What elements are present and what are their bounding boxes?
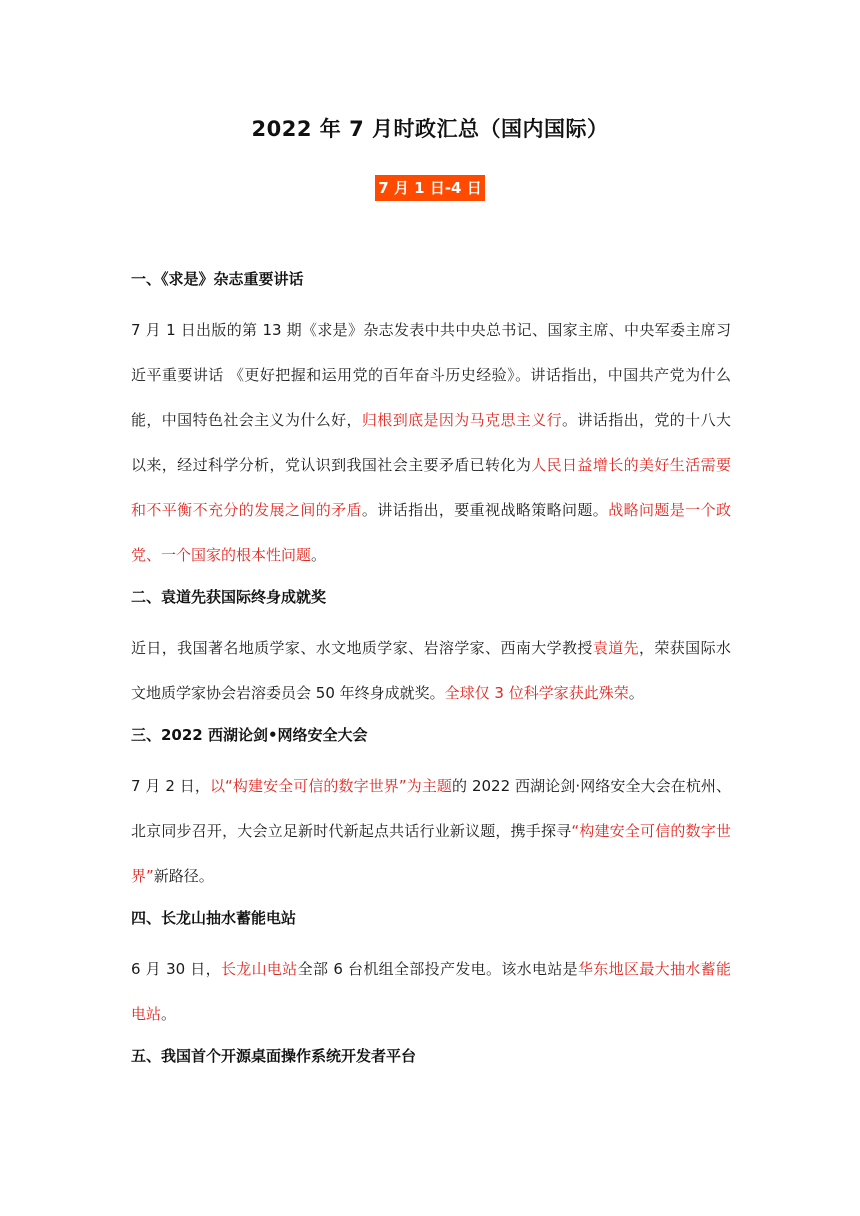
body-text: 7 月 1 日出版的第 13 期《求是》杂志发表中共中央总书记、国家主席、中央军委主席习近平重要讲话 《更好把握和运用党的百年奋斗历史经验》。讲话指出，中国共产党为什么能，中国特色社会主义为什么好， (131, 321, 731, 429)
document-content (131, 264, 731, 1085)
highlighted-text: 人民日益增长的美好生活需要和不平衡不充分的发展之间的矛盾 (131, 456, 731, 519)
section-heading: 四、长龙山抽水蓄能电站 (131, 909, 297, 927)
body-text: 。 (628, 684, 644, 702)
date-badge-container (0, 175, 860, 201)
highlighted-text: 战略问题是一个政党、一个国家的根本性问题 (131, 501, 731, 564)
body-text: 全部 6 台机组全部投产发电。该水电站是 (297, 960, 578, 978)
section-heading: 二、袁道先获国际终身成就奖 (131, 588, 327, 606)
body-text: 新路径。 (153, 867, 214, 885)
body-text: 。讲话指出，党的十八大以来，经过科学分析，党认识到我国社会主要矛盾已转化为 (131, 411, 731, 474)
body-text: 7 月 2 日， (131, 777, 210, 795)
body-text: 近日，我国著名地质学家、水文地质学家、岩溶学家、西南大学教授 (131, 639, 593, 657)
date-badge: 7 月 1 日-4 日 (375, 175, 484, 201)
highlighted-text: 长龙山电站 (220, 960, 298, 978)
section-paragraph (131, 947, 731, 1037)
highlighted-text: 归根到底是因为马克思主义行 (361, 411, 563, 429)
body-text: 6 月 30 日， (131, 960, 221, 978)
body-text: ，荣获国际水文地质学家协会岩溶委员会 50 年终身成就奖。 (131, 639, 731, 702)
highlighted-text: 华东地区最大抽水蓄能电站 (131, 960, 731, 1023)
section-paragraph (131, 764, 731, 899)
body-text: 的 2022 西湖论剑·网络安全大会在杭州、北京同步召开，大会立足新时代新起点共话行业新议题，携手探寻 (131, 777, 731, 840)
highlighted-text: 以“构建安全可信的数字世界”为主题 (209, 777, 452, 795)
section-paragraph (131, 308, 731, 578)
highlighted-text: “构建安全可信的数字世界” (131, 822, 731, 885)
highlighted-text: 袁道先 (592, 639, 639, 657)
body-text: 。 (311, 546, 327, 564)
section-heading: 三、2022 西湖论剑•网络安全大会 (131, 726, 368, 744)
highlighted-text: 全球仅 3 位科学家获此殊荣 (444, 684, 629, 702)
section-heading: 一、《求是》杂志重要讲话 (131, 270, 304, 288)
document-title: 2022 年 7 月时政汇总（国内国际） (251, 117, 609, 141)
body-text: 。讲话指出，要重视战略策略问题。 (361, 501, 609, 519)
section-heading: 五、我国首个开源桌面操作系统开发者平台 (131, 1047, 417, 1065)
body-text: 。 (161, 1005, 177, 1023)
section-paragraph (131, 626, 731, 716)
